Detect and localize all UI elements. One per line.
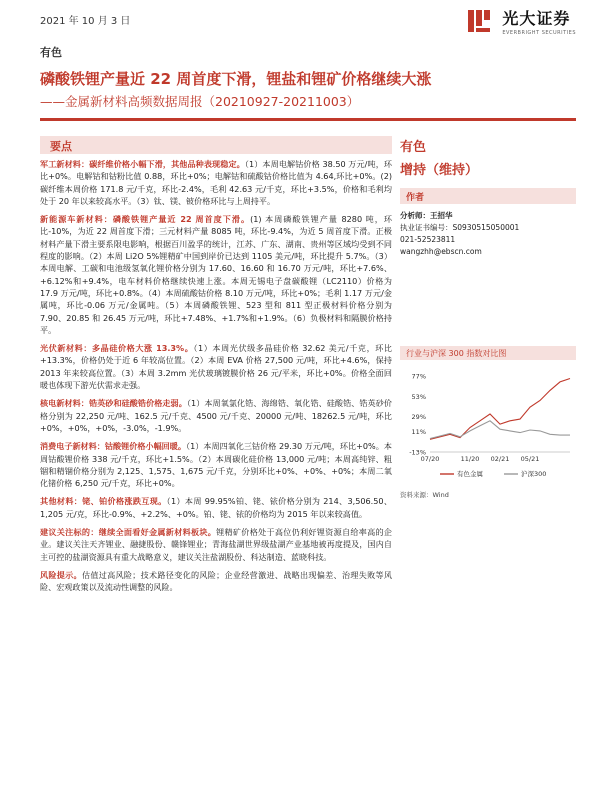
logo-mark-icon: [466, 6, 496, 36]
para-text: （1）本周四氧化三钴价格 29.30 万元/吨，环比+0%。本周钴酸锂价格 338 元/千克，环比+1.5%。（2）本周碳化硅价格 13,000 元/吨；本周高纯锌、粗锢和精锢价格分别为 2,125、1,575、1,675 元/千克，分别环比+0%、+0%、+0%；本周二氧化锗价格 6,250 元/千克，环比+0%。: [40, 441, 392, 489]
para-risk: [40, 569, 392, 594]
title-divider: [40, 118, 576, 121]
para-ev: [40, 213, 392, 336]
y-tick-label: 77%: [411, 372, 426, 381]
para-picks: [40, 526, 392, 563]
para-lead: 消费电子新材料：钴酸锂价格小幅回暖。: [40, 441, 187, 452]
key-points-label: 要点: [50, 140, 72, 153]
para-text: 锂精矿价格处于高位仍利好锂资源自给率高的企业。建议关注天齐锂业、融捷股份、赣锋锂业；青海盐湖世界级盐湖产业基地被再度提及，国内自主可控的盐湖资源具有重大战略意义，建议关注盐湖股份、科达制造、蓝晓科技。: [40, 527, 392, 562]
analyst-email[interactable]: wangzhh@ebscn.com: [400, 247, 482, 256]
key-points-header: [40, 136, 392, 154]
x-tick-label: 07/20: [420, 455, 440, 463]
report-title: 磷酸铁锂产量近 22 周首度下滑，锂盐和锂矿价格继续大涨: [40, 70, 432, 88]
para-other: [40, 495, 392, 520]
analyst-name: 分析师：王招华: [400, 211, 453, 220]
para-nuclear: [40, 397, 392, 434]
index-comparison-chart: [400, 368, 576, 488]
license-number: 执业证书编号：S0930515050001: [400, 223, 520, 232]
para-text: (1) 本周磷酸铁锂产量 8280 吨，环比-10%，为近 22 周首度下滑；三元材料产量 8085 吨，环比-9.4%，为近 5 周首度下滑。正极材料产量下滑主要系限电影响，根据百川盈孚的统计，江苏、广东、湖南、贵州等区域均受到不同程度的影响。（2）本周 Li2O 5%锂精矿中国到岸价已达到 1105 美元/吨，环比提升 5.7%。（3）本周电解、工碳和电池级氢氧化锂价格分别为 17.60、16.60 和 16.70 万元/吨，环比+7.6%、+6.12%和+9.4%，电车材料价格继续快速上涨。本周无锡电子盘碳酸锂（LC2110）价格为 17.9 万元/吨，环比+0.8%。（4）本周硫酸钴价格 8.10 万元/吨，环比+0%；毛利 1.17 万元/金属吨，环比-0.06 万元/金属吨。（5）本周磷酸铁锂、523 型和 811 型正极材料价格分别为 7.90、20.85 和 26.45 万元/吨，环比+7.48%、+1.7%和+1.9%。（6）负极材料和隔膜价格持平。: [40, 214, 392, 335]
report-date: 2021 年 10 月 3 日: [40, 16, 131, 27]
para-text: （1）本周光伏级多晶硅价格 32.62 美元/千克，环比+13.3%，价格仍处于近 6 年较高位置。（2）本周 EVA 价格 27,500 元/吨，环比+4.6%，保持 2013 年来较高位置。（3）本周 3.2mm 光伏玻璃镀膜价格 26 元/平米，环比+0%。价格全面回暖也体现下游光伏需求走强。: [40, 343, 392, 391]
sidebar: [400, 136, 576, 499]
y-tick-label: 53%: [411, 392, 426, 401]
para-text: （1）本周氧氯化锆、海绵锆、氧化锆、硅酸锆、锆英砂价格分别为 22,250 元/吨、162.5 元/千克、4500 元/千克、20000 元/吨、18262.5 元/吨，环比+0%，+0%，+0%，-3.0%，-1.9%。: [40, 398, 392, 433]
legend-label: 沪深300: [521, 470, 547, 478]
para-text: （1）本周电解钴价格 38.50 万元/吨，环比+0%。电解钴和钴粉比值 0.88，环比+0%；电解钴和硫酸钴价格比值为 4.64,环比+0%。(2) 碳纤维本周价格 171.8 元/千克，环比-2.4%，毛利 42.63 元/千克，环比+3.5%，价格和毛利均处于 20 年以来较高水平。（3）钛、镁、铍价格环比与上周持平。: [40, 159, 392, 206]
report-category: 有色: [40, 46, 62, 59]
sidebar-rating: 增持（维持）: [400, 163, 479, 178]
chart-source: 资料来源：Wind: [400, 491, 449, 499]
para-lead: 新能源车新材料：磷酸铁锂产量近 22 周首度下滑。: [40, 214, 251, 225]
author-header: [400, 188, 576, 204]
logo-name: 光大证券: [502, 9, 571, 28]
para-lead: 军工新材料：碳纤维价格小幅下滑，其他品种表现稳定。: [40, 159, 245, 169]
para-consumer: [40, 440, 392, 489]
report-subtitle: ——金属新材料高频数据周报（20210927-20211003）: [40, 94, 360, 109]
series-line-0: [430, 379, 570, 440]
broker-logo: [466, 6, 576, 36]
para-lead: 建议关注标的：继续全面看好金属新材料板块。: [40, 527, 217, 538]
chart-header-label: 行业与沪深 300 指数对比图: [406, 348, 507, 358]
x-tick-label: 05/21: [520, 455, 540, 463]
para-military: [40, 158, 392, 207]
author-header-label: 作者: [406, 193, 425, 203]
legend-label: 有色金属: [457, 470, 483, 478]
x-tick-label: 11/20: [460, 455, 480, 463]
analyst-phone: 021-52523811: [400, 235, 456, 244]
y-tick-label: -13%: [409, 448, 426, 457]
y-tick-label: 29%: [411, 413, 426, 422]
x-tick-label: 02/21: [490, 455, 510, 463]
para-lead: 风险提示。: [40, 569, 82, 580]
logo-name-en: EVERBRIGHT SECURITIES: [502, 30, 576, 36]
sidebar-sector: 有色: [400, 140, 427, 155]
para-lead: 核电新材料：锆英砂和硅酸锆价格走弱。: [40, 398, 187, 409]
key-points-body: [40, 158, 392, 600]
chart-header: [400, 346, 576, 360]
para-text: 估值过高风险；技术路径变化的风险；企业经营激进、战略出现偏差、治理失败等风险、宏观政策以及流动性调整的风险。: [40, 569, 392, 593]
para-text: （1）本周 99.95%铂、铑、铱价格分别为 214、3,506.50、1,205 元/克，环比-0.9%、+2.2%、+0%。铂、铑、铱的价格均为 2015 年以来较高值。: [40, 496, 392, 519]
para-lead: 光伏新材料：多晶硅价格大涨 13.3%。: [40, 343, 194, 354]
para-lead: 其他材料：铑、铂价格涨跌互现。: [40, 496, 167, 507]
y-tick-label: 11%: [411, 428, 426, 437]
para-pv: [40, 342, 392, 391]
